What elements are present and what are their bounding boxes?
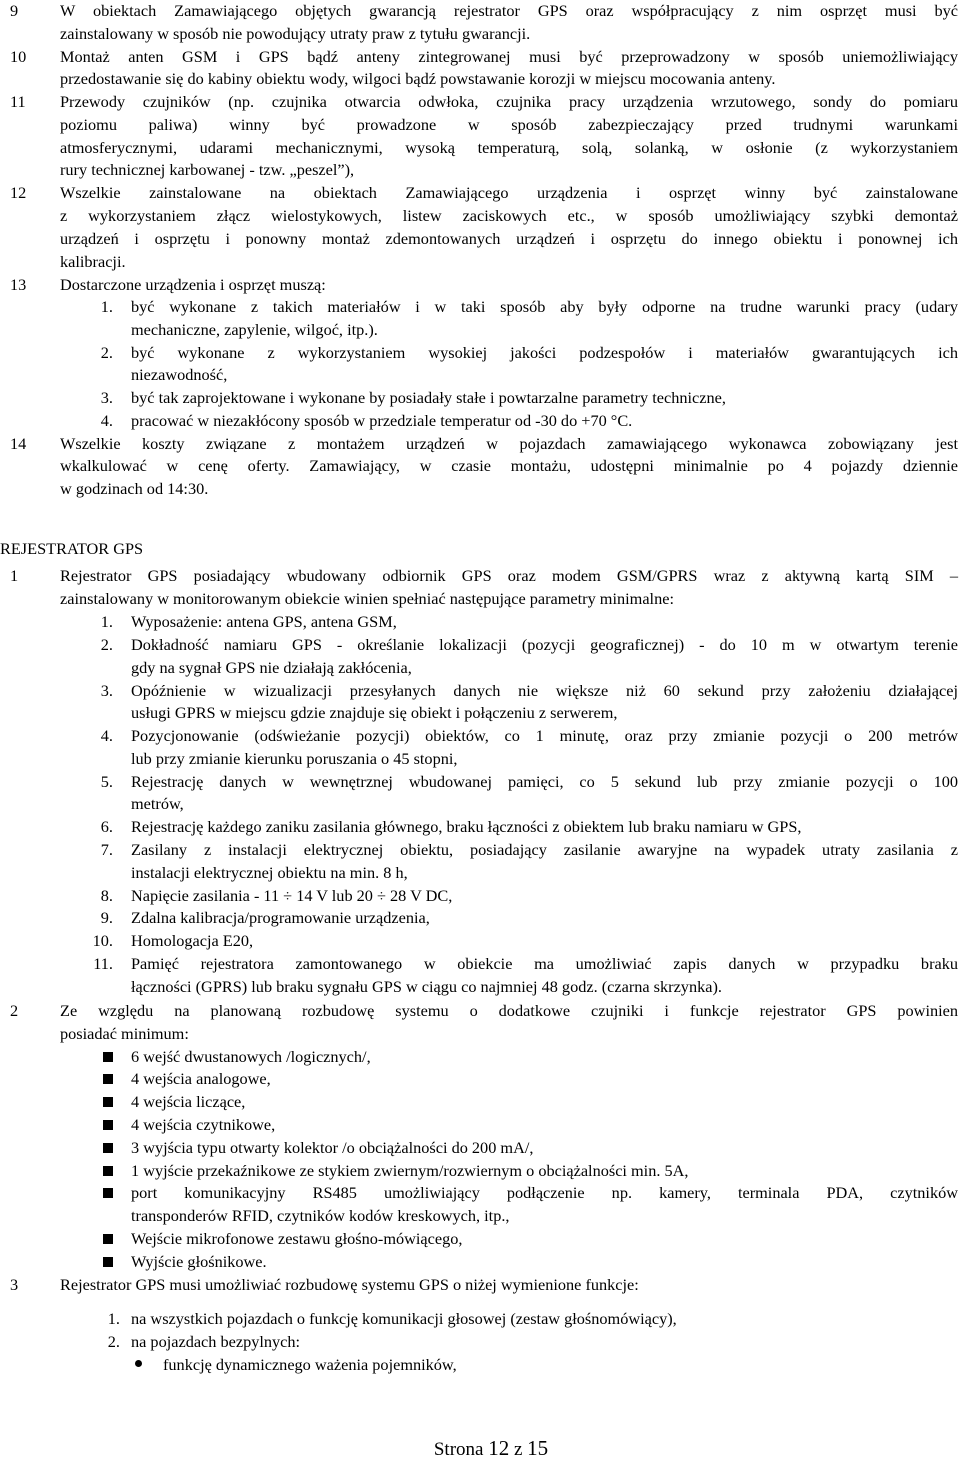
- item-text: zainstalowany w monitorowanym obiekcie winien spełniać następujące parametry minimalne:: [60, 588, 674, 608]
- list-text: niezawodność,: [131, 365, 228, 385]
- bullet-text: port komunikacyjny RS485 umożliwiający podłączenie np. kamery, terminala PDA, czytników: [131, 1183, 958, 1203]
- item-text: urządzeń i osprzętu i ponowny montaż zdemontowanych urządzeń i osprzętu do innego obiektu i ponownej ich: [60, 229, 958, 248]
- list-number: 11.: [93, 954, 113, 973]
- list-number: 7.: [100, 840, 113, 859]
- list-number: 10.: [92, 931, 113, 951]
- list-text: Zdalna kalibracja/programowanie urządzenia,: [131, 908, 430, 928]
- square-bullet-icon: [103, 1257, 113, 1267]
- item-number: 1: [10, 566, 19, 585]
- list-number: 5.: [100, 771, 113, 791]
- item-text: poziomu paliwa) winny być prowadzone w sposób zabezpieczający przed trudnymi warunkami: [60, 114, 958, 134]
- bullet-text: 3 wyjścia typu otwarty kolektor /o obciążalności do 200 mA/,: [131, 1137, 534, 1157]
- list-text: lub przy zmianie kierunku poruszania o 45 stopni,: [131, 748, 458, 768]
- item-text: kalibracji.: [60, 251, 126, 271]
- square-bullet-icon: [103, 1074, 113, 1084]
- list-text: mechaniczne, zapylenie, wilgoć, itp.).: [131, 319, 378, 339]
- list-text: na pojazdach bezpylnych:: [131, 1332, 301, 1351]
- item-text: atmosferycznymi, udarami mechanicznymi, wysoką temperaturą, solą, solanką, w osłonie (z wykorzystaniem: [60, 137, 958, 157]
- square-bullet-icon: [103, 1188, 113, 1198]
- item-number: 13: [10, 274, 27, 294]
- page-footer: [11, 1437, 960, 1462]
- item-text: zainstalowany w sposób nie powodujący utraty praw z tytułu gwarancji.: [60, 23, 531, 43]
- item-number: 3: [10, 1274, 19, 1294]
- list-text: metrów,: [131, 794, 184, 814]
- item-text: Rejestrator GPS posiadający wbudowany odbiornik GPS oraz modem GSM/GPRS wraz z aktywną kartą SIM –: [60, 566, 958, 585]
- list-text: być wykonane z takich materiałów i w taki sposób aby były odporne na trudne warunki pracy (udary: [131, 297, 958, 316]
- item-number: 2: [10, 1001, 19, 1020]
- list-text: Napięcie zasilania - 11 ÷ 14 V lub 20 ÷ 28 V DC,: [131, 885, 453, 905]
- dot-bullet-icon: [135, 1360, 142, 1367]
- list-text: być wykonane z wykorzystaniem wysokiej jakości podzespołów i materiałów gwarantujących ich: [131, 342, 958, 362]
- item-text: w godzinach od 14:30.: [60, 479, 209, 499]
- list-text: Rejestrację danych w wewnętrznej wbudowanej pamięci, co 5 sekund lub przy zmianie pozycji o 100: [131, 771, 958, 791]
- footer-mid: z: [509, 1439, 528, 1460]
- item-text: z wykorzystaniem złącz wielostykowych, listew zaciskowych etc., w sposób umożliwiający szybki demontaż: [60, 206, 958, 226]
- list-text: Opóźnienie w wizualizacji przesyłanych danych nie większe niż 60 sekund przy założeniu działającej: [131, 680, 958, 700]
- item-text: rury technicznej karbowanej - tzw. „peszel”),: [60, 160, 355, 180]
- list-number: 3.: [100, 388, 113, 407]
- list-text: usługi GPRS w miejscu gdzie znajduje się obiekt i połączeniu z serwerem,: [131, 703, 618, 723]
- bullet-text: 1 wyjście przekaźnikowe ze stykiem zwiernym/rozwiernym o obciążalności min. 5A,: [131, 1160, 689, 1180]
- list-text: pracować w niezakłócony sposób w przedziale temperatur od -30 do +70 °C.: [131, 410, 633, 430]
- item-text: posiadać minimum:: [60, 1023, 189, 1043]
- list-text: łączności (GPRS) lub braku sygnału GPS w ciągu co najmniej 48 godz. (czarna skrzynka).: [131, 976, 722, 996]
- bullet-text: Wyjście głośnikowe.: [131, 1251, 267, 1271]
- footer-total: 15: [527, 1436, 549, 1460]
- item-text: Ze względu na planowaną rozbudowę systemu o dodatkowe czujniki i funkcje rejestrator GPS powinien: [60, 1001, 958, 1020]
- item-text: Dostarczone urządzenia i osprzęt muszą:: [60, 274, 326, 294]
- list-number: 2.: [100, 635, 113, 654]
- item-number: 11: [10, 92, 26, 111]
- list-text: Pozycjonowanie (odświeżanie pozycji) obiektów, co 1 minutę, oraz przy zmianie pozycji o 200 metrów: [131, 726, 958, 745]
- square-bullet-icon: [103, 1052, 113, 1062]
- item-text: przedostawanie się do kabiny obiektu wody, wilgoci bądź powstawanie korozji w miejscu mocowania anteny.: [60, 69, 776, 89]
- item-number: 12: [10, 183, 27, 203]
- list-number: 3.: [100, 680, 113, 700]
- item-text: Wszelkie zainstalowane na obiektach Zamawiającego urządzenia i osprzęt winny być zainstalowane: [60, 183, 958, 203]
- list-number: 4.: [100, 726, 113, 745]
- list-number: 8.: [100, 885, 113, 905]
- bullet-text: 6 wejść dwustanowych /logicznych/,: [131, 1046, 371, 1066]
- list-text: Homologacja E20,: [131, 931, 254, 951]
- bullet-text: transponderów RFID, czytników kodów kreskowych, itp.,: [131, 1206, 510, 1226]
- list-text: na wszystkich pojazdach o funkcję komunikacji głosowej (zestaw głośnomówiący),: [131, 1309, 677, 1328]
- bullet-text: 4 wejścia czytnikowe,: [131, 1114, 276, 1134]
- bullet-text: 4 wejścia analogowe,: [131, 1069, 271, 1089]
- list-number: 6.: [100, 817, 113, 836]
- list-number: 2.: [107, 1332, 120, 1351]
- list-number: 1.: [100, 297, 113, 316]
- square-bullet-icon: [103, 1143, 113, 1153]
- square-bullet-icon: [103, 1234, 113, 1244]
- item-text: W obiektach Zamawiającego objętych gwarancją rejestrator GPS oraz współpracujący z nim osprzęt musi być: [60, 1, 958, 20]
- item-text: Rejestrator GPS musi umożliwiać rozbudowę systemu GPS o niżej wymienione funkcje:: [60, 1274, 639, 1294]
- list-text: Zasilany z instalacji elektrycznej obiektu, posiadający zasilanie awaryjne na wypadek utraty zasilania z: [131, 840, 958, 859]
- item-text: Wszelkie koszty związane z montażem urządzeń w pojazdach zamawiającego wykonawca zobowiązany jest: [60, 433, 958, 453]
- footer-page: 12: [488, 1436, 510, 1460]
- square-bullet-icon: [103, 1097, 113, 1107]
- list-number: 9.: [100, 908, 113, 928]
- list-number: 1.: [100, 612, 113, 631]
- list-text: gdy na sygnał GPS nie działają zakłócenia,: [131, 657, 412, 677]
- list-text: być tak zaprojektowane i wykonane by posiadały stałe i powtarzalne parametry techniczne,: [131, 388, 726, 407]
- item-text: Przewody czujników (np. czujnika otwarcia odwłoka, czujnika pracy urządzenia wrzutowego, sondy do pomiaru: [60, 92, 958, 111]
- item-number: 14: [10, 433, 27, 453]
- list-number: 1.: [107, 1309, 120, 1328]
- list-text: Rejestrację każdego zaniku zasilania głównego, braku łączności z obiektem lub braku namiaru w GPS,: [131, 817, 802, 836]
- bullet-text: funkcję dynamicznego ważenia pojemników,: [163, 1355, 457, 1374]
- bullet-text: 4 wejścia liczące,: [131, 1092, 246, 1112]
- list-number: 4.: [100, 410, 113, 430]
- item-text: Montaż anten GSM i GPS bądź anteny zintegrowanej musi być przeprowadzony w sposób uniemożliwiający: [60, 46, 958, 66]
- square-bullet-icon: [103, 1166, 113, 1176]
- bullet-text: Wejście mikrofonowe zestawu głośno-mówiącego,: [131, 1228, 463, 1248]
- list-text: Wyposażenie: antena GPS, antena GSM,: [131, 612, 397, 631]
- list-number: 2.: [100, 342, 113, 362]
- item-number: 9: [10, 1, 19, 20]
- square-bullet-icon: [103, 1120, 113, 1130]
- footer-prefix: Strona: [433, 1439, 489, 1460]
- list-text: Dokładność namiaru GPS - określanie lokalizacji (pozycji geograficznej) - do 10 m w otwartym terenie: [131, 635, 958, 654]
- item-number: 10: [10, 46, 27, 66]
- list-text: instalacji elektrycznej obiektu na min. 8 h,: [131, 862, 408, 882]
- list-text: Pamięć rejestratora zamontowanego w obiekcie ma umożliwiać zapis danych w przypadku braku: [131, 954, 958, 973]
- item-text: wkalkulować w cenę oferty. Zamawiający, w czasie montażu, udostępni minimalnie po 4 pojazdy dziennie: [60, 456, 958, 476]
- section-heading: REJESTRATOR GPS: [0, 539, 144, 558]
